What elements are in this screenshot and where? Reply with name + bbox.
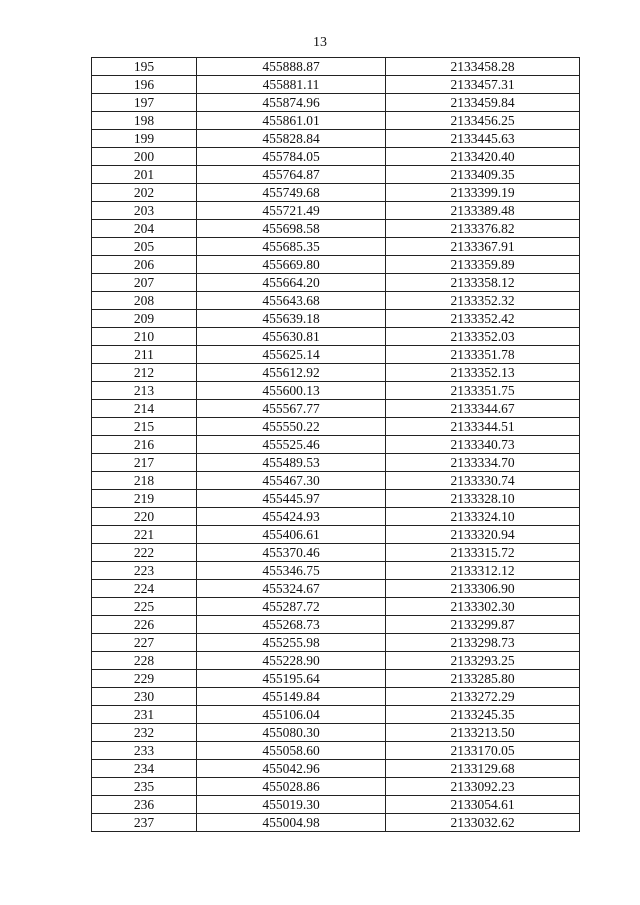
- x-coordinate-cell: 455255.98: [197, 634, 386, 652]
- y-coordinate-cell: 2133312.12: [386, 562, 580, 580]
- x-coordinate-cell: 455630.81: [197, 328, 386, 346]
- x-coordinate-cell: 455669.80: [197, 256, 386, 274]
- x-coordinate-cell: 455828.84: [197, 130, 386, 148]
- point-number-cell: 227: [92, 634, 197, 652]
- point-number-cell: 219: [92, 490, 197, 508]
- y-coordinate-cell: 2133032.62: [386, 814, 580, 832]
- y-coordinate-cell: 2133320.94: [386, 526, 580, 544]
- x-coordinate-cell: 455467.30: [197, 472, 386, 490]
- point-number-cell: 218: [92, 472, 197, 490]
- table-row: [92, 364, 580, 382]
- table-row: [92, 310, 580, 328]
- x-coordinate-cell: 455149.84: [197, 688, 386, 706]
- table-row: [92, 508, 580, 526]
- table-row: [92, 454, 580, 472]
- y-coordinate-cell: 2133367.91: [386, 238, 580, 256]
- table-row: [92, 724, 580, 742]
- x-coordinate-cell: 455698.58: [197, 220, 386, 238]
- point-number-cell: 237: [92, 814, 197, 832]
- table-row: [92, 598, 580, 616]
- y-coordinate-cell: 2133409.35: [386, 166, 580, 184]
- table-row: [92, 418, 580, 436]
- y-coordinate-cell: 2133213.50: [386, 724, 580, 742]
- point-number-cell: 233: [92, 742, 197, 760]
- y-coordinate-cell: 2133420.40: [386, 148, 580, 166]
- table-row: [92, 382, 580, 400]
- y-coordinate-cell: 2133456.25: [386, 112, 580, 130]
- point-number-cell: 199: [92, 130, 197, 148]
- table-row: [92, 130, 580, 148]
- y-coordinate-cell: 2133458.28: [386, 58, 580, 76]
- x-coordinate-cell: 455324.67: [197, 580, 386, 598]
- x-coordinate-cell: 455424.93: [197, 508, 386, 526]
- x-coordinate-cell: 455643.68: [197, 292, 386, 310]
- table-row: [92, 148, 580, 166]
- table-row: [92, 472, 580, 490]
- y-coordinate-cell: 2133299.87: [386, 616, 580, 634]
- table-row: [92, 220, 580, 238]
- point-number-cell: 203: [92, 202, 197, 220]
- table-row: [92, 580, 580, 598]
- x-coordinate-cell: 455406.61: [197, 526, 386, 544]
- point-number-cell: 204: [92, 220, 197, 238]
- y-coordinate-cell: 2133293.25: [386, 652, 580, 670]
- table-row: [92, 706, 580, 724]
- table-row: [92, 436, 580, 454]
- y-coordinate-cell: 2133324.10: [386, 508, 580, 526]
- y-coordinate-cell: 2133344.67: [386, 400, 580, 418]
- table-row: [92, 58, 580, 76]
- point-number-cell: 228: [92, 652, 197, 670]
- y-coordinate-cell: 2133459.84: [386, 94, 580, 112]
- point-number-cell: 205: [92, 238, 197, 256]
- table-row: [92, 76, 580, 94]
- point-number-cell: 197: [92, 94, 197, 112]
- x-coordinate-cell: 455664.20: [197, 274, 386, 292]
- x-coordinate-cell: 455489.53: [197, 454, 386, 472]
- y-coordinate-cell: 2133457.31: [386, 76, 580, 94]
- point-number-cell: 209: [92, 310, 197, 328]
- x-coordinate-cell: 455228.90: [197, 652, 386, 670]
- y-coordinate-cell: 2133285.80: [386, 670, 580, 688]
- table-row: [92, 274, 580, 292]
- point-number-cell: 210: [92, 328, 197, 346]
- table-row: [92, 346, 580, 364]
- x-coordinate-cell: 455028.86: [197, 778, 386, 796]
- point-number-cell: 236: [92, 796, 197, 814]
- x-coordinate-cell: 455685.35: [197, 238, 386, 256]
- table-row: [92, 688, 580, 706]
- y-coordinate-cell: 2133344.51: [386, 418, 580, 436]
- point-number-cell: 225: [92, 598, 197, 616]
- x-coordinate-cell: 455567.77: [197, 400, 386, 418]
- point-number-cell: 226: [92, 616, 197, 634]
- x-coordinate-cell: 455874.96: [197, 94, 386, 112]
- table-row: [92, 796, 580, 814]
- point-number-cell: 208: [92, 292, 197, 310]
- y-coordinate-cell: 2133334.70: [386, 454, 580, 472]
- x-coordinate-cell: 455042.96: [197, 760, 386, 778]
- x-coordinate-cell: 455346.75: [197, 562, 386, 580]
- y-coordinate-cell: 2133352.13: [386, 364, 580, 382]
- point-number-cell: 195: [92, 58, 197, 76]
- table-row: [92, 166, 580, 184]
- x-coordinate-cell: 455600.13: [197, 382, 386, 400]
- x-coordinate-cell: 455784.05: [197, 148, 386, 166]
- point-number-cell: 235: [92, 778, 197, 796]
- x-coordinate-cell: 455625.14: [197, 346, 386, 364]
- x-coordinate-cell: 455004.98: [197, 814, 386, 832]
- point-number-cell: 232: [92, 724, 197, 742]
- table-row: [92, 652, 580, 670]
- x-coordinate-cell: 455268.73: [197, 616, 386, 634]
- point-number-cell: 211: [92, 346, 197, 364]
- point-number-cell: 214: [92, 400, 197, 418]
- point-number-cell: 221: [92, 526, 197, 544]
- y-coordinate-cell: 2133170.05: [386, 742, 580, 760]
- point-number-cell: 206: [92, 256, 197, 274]
- x-coordinate-cell: 455612.92: [197, 364, 386, 382]
- point-number-cell: 216: [92, 436, 197, 454]
- point-number-cell: 230: [92, 688, 197, 706]
- y-coordinate-cell: 2133092.23: [386, 778, 580, 796]
- page-number: 13: [313, 35, 327, 50]
- y-coordinate-cell: 2133330.74: [386, 472, 580, 490]
- table-row: [92, 814, 580, 832]
- point-number-cell: 201: [92, 166, 197, 184]
- point-number-cell: 202: [92, 184, 197, 202]
- y-coordinate-cell: 2133352.42: [386, 310, 580, 328]
- table-row: [92, 328, 580, 346]
- x-coordinate-cell: 455639.18: [197, 310, 386, 328]
- y-coordinate-cell: 2133302.30: [386, 598, 580, 616]
- point-number-cell: 215: [92, 418, 197, 436]
- x-coordinate-cell: 455019.30: [197, 796, 386, 814]
- x-coordinate-cell: 455881.11: [197, 76, 386, 94]
- y-coordinate-cell: 2133129.68: [386, 760, 580, 778]
- table-row: [92, 112, 580, 130]
- table-row: [92, 526, 580, 544]
- point-number-cell: 220: [92, 508, 197, 526]
- table-row: [92, 670, 580, 688]
- table-row: [92, 292, 580, 310]
- point-number-cell: 217: [92, 454, 197, 472]
- y-coordinate-cell: 2133376.82: [386, 220, 580, 238]
- y-coordinate-cell: 2133298.73: [386, 634, 580, 652]
- x-coordinate-cell: 455445.97: [197, 490, 386, 508]
- y-coordinate-cell: 2133054.61: [386, 796, 580, 814]
- x-coordinate-cell: 455721.49: [197, 202, 386, 220]
- table-row: [92, 400, 580, 418]
- x-coordinate-cell: 455861.01: [197, 112, 386, 130]
- table-row: [92, 562, 580, 580]
- point-number-cell: 213: [92, 382, 197, 400]
- point-number-cell: 222: [92, 544, 197, 562]
- table-row: [92, 544, 580, 562]
- x-coordinate-cell: 455080.30: [197, 724, 386, 742]
- table-row: [92, 742, 580, 760]
- table-row: [92, 238, 580, 256]
- point-number-cell: 223: [92, 562, 197, 580]
- point-number-cell: 224: [92, 580, 197, 598]
- y-coordinate-cell: 2133351.78: [386, 346, 580, 364]
- table-row: [92, 778, 580, 796]
- x-coordinate-cell: 455370.46: [197, 544, 386, 562]
- x-coordinate-cell: 455525.46: [197, 436, 386, 454]
- x-coordinate-cell: 455106.04: [197, 706, 386, 724]
- table-row: [92, 94, 580, 112]
- x-coordinate-cell: 455287.72: [197, 598, 386, 616]
- x-coordinate-cell: 455749.68: [197, 184, 386, 202]
- table-row: [92, 616, 580, 634]
- y-coordinate-cell: 2133445.63: [386, 130, 580, 148]
- table-row: [92, 184, 580, 202]
- table-row: [92, 256, 580, 274]
- y-coordinate-cell: 2133306.90: [386, 580, 580, 598]
- y-coordinate-cell: 2133245.35: [386, 706, 580, 724]
- y-coordinate-cell: 2133399.19: [386, 184, 580, 202]
- y-coordinate-cell: 2133359.89: [386, 256, 580, 274]
- coordinates-table-body: [92, 58, 580, 832]
- point-number-cell: 212: [92, 364, 197, 382]
- y-coordinate-cell: 2133340.73: [386, 436, 580, 454]
- table-row: [92, 760, 580, 778]
- y-coordinate-cell: 2133358.12: [386, 274, 580, 292]
- x-coordinate-cell: 455888.87: [197, 58, 386, 76]
- point-number-cell: 207: [92, 274, 197, 292]
- y-coordinate-cell: 2133272.29: [386, 688, 580, 706]
- point-number-cell: 198: [92, 112, 197, 130]
- y-coordinate-cell: 2133351.75: [386, 382, 580, 400]
- x-coordinate-cell: 455764.87: [197, 166, 386, 184]
- y-coordinate-cell: 2133389.48: [386, 202, 580, 220]
- x-coordinate-cell: 455195.64: [197, 670, 386, 688]
- point-number-cell: 234: [92, 760, 197, 778]
- coordinates-table: [91, 57, 580, 832]
- y-coordinate-cell: 2133315.72: [386, 544, 580, 562]
- table-row: [92, 490, 580, 508]
- table-row: [92, 202, 580, 220]
- point-number-cell: 229: [92, 670, 197, 688]
- table-row: [92, 634, 580, 652]
- x-coordinate-cell: 455550.22: [197, 418, 386, 436]
- y-coordinate-cell: 2133352.03: [386, 328, 580, 346]
- point-number-cell: 231: [92, 706, 197, 724]
- y-coordinate-cell: 2133352.32: [386, 292, 580, 310]
- point-number-cell: 200: [92, 148, 197, 166]
- y-coordinate-cell: 2133328.10: [386, 490, 580, 508]
- point-number-cell: 196: [92, 76, 197, 94]
- x-coordinate-cell: 455058.60: [197, 742, 386, 760]
